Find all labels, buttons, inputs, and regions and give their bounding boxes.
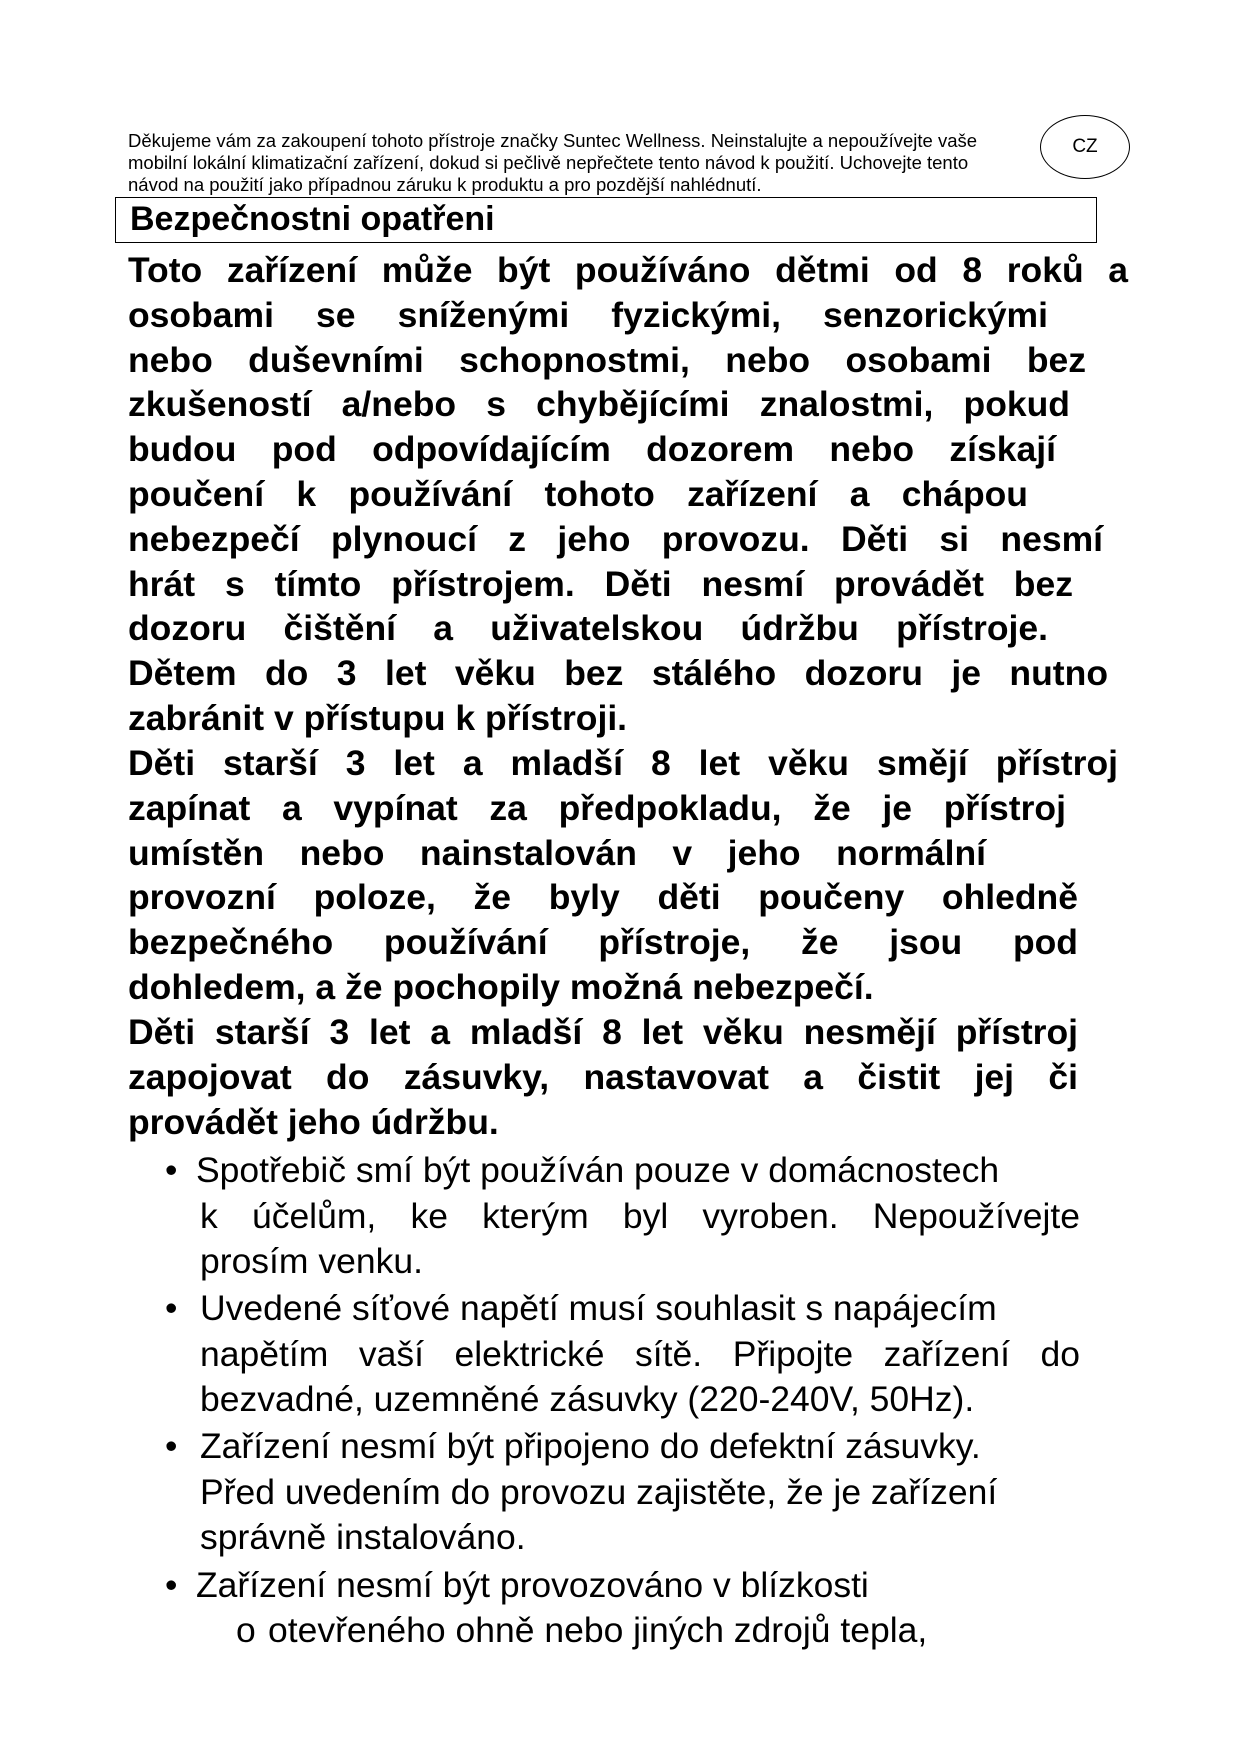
paragraph-line: Dětem do 3 let věku bez stálého dozoru je nutno <box>128 653 1108 694</box>
bullet-line: napětím vaší elektrické sítě. Připojte zařízení do <box>200 1333 1080 1374</box>
bullet-line: Zařízení nesmí být připojeno do defektní zásuvky. <box>200 1426 981 1466</box>
bullet-line: Zařízení nesmí být provozováno v blízkosti <box>196 1565 869 1605</box>
bullet-item <box>160 1286 1090 1423</box>
paragraph-line: Toto zařízení může být používáno dětmi od 8 roků a <box>128 250 1128 290</box>
intro-line: Děkujeme vám za zakoupení tohoto přístroje značky Suntec Wellness. Neinstalujte a nepoužívejte vaše <box>128 130 978 151</box>
paragraph-line: zapojovat do zásuvky, nastavovat a čistit jej či <box>128 1056 1078 1097</box>
sub-bullet-item <box>236 1608 927 1653</box>
section-title: Bezpečnostni opatřeni <box>130 200 495 238</box>
paragraph-line: osobami se sníženými fyzickými, senzorickými <box>128 294 1048 335</box>
paragraph-line: provozní poloze, že byly děti poučeny ohledně <box>128 877 1078 918</box>
bullet-dot-icon: • <box>165 1150 178 1190</box>
paragraph-line: provádět jeho údržbu. <box>128 1101 499 1142</box>
paragraph-line: bezpečného používání přístroje, že jsou pod <box>128 922 1078 963</box>
bullet-dot-icon: • <box>165 1288 178 1328</box>
safety-paragraph-children-operation <box>128 741 1128 1010</box>
intro-text <box>128 130 1048 196</box>
sub-bullet-circle-icon: o <box>236 1610 256 1650</box>
paragraph-line: zkušeností a/nebo s chybějícími znalostmi, pokud <box>128 384 1070 425</box>
bullet-line: Spotřebič smí být používán pouze v domácnostech <box>196 1150 1000 1190</box>
paragraph-line: Děti starší 3 let a mladší 8 let věku nesmějí přístroj <box>128 1012 1078 1052</box>
paragraph-line: umístěn nebo nainstalován v jeho normální <box>128 832 986 873</box>
language-badge: CZ <box>1040 115 1130 179</box>
paragraph-line: zapínat a vypínat za předpokladu, že je přístroj <box>128 787 1066 828</box>
sub-bullet-text: otevřeného ohně nebo jiných zdrojů tepla, <box>268 1610 928 1650</box>
bullet-line: Před uvedením do provozu zajistěte, že je zařízení <box>200 1471 998 1512</box>
bullet-item <box>160 1148 1090 1285</box>
safety-paragraph-children-supervision <box>128 248 1128 741</box>
bullet-line: prosím venku. <box>200 1241 423 1281</box>
paragraph-line: dohledem, a že pochopily možná nebezpečí. <box>128 966 874 1007</box>
bullet-item <box>160 1563 1090 1609</box>
paragraph-line: nebo duševními schopnostmi, nebo osobami bez <box>128 339 1086 380</box>
bullet-dot-icon: • <box>165 1426 178 1466</box>
intro-line: návod na použití jako případnou záruku k produktu a pro pozdější nahlédnutí. <box>128 174 762 195</box>
paragraph-line: budou pod odpovídajícím dozorem nebo získají <box>128 429 1056 470</box>
paragraph-line: poučení k používání tohoto zařízení a chápou <box>128 473 1028 514</box>
bullet-line: k účelům, ke kterým byl vyroben. Nepoužívejte <box>200 1195 1080 1236</box>
paragraph-line: nebezpečí plynoucí z jeho provozu. Děti si nesmí <box>128 518 1103 559</box>
paragraph-line: Děti starší 3 let a mladší 8 let věku smějí přístroj <box>128 743 1118 783</box>
safety-paragraph-children-prohibited <box>128 1010 1128 1144</box>
bullet-item <box>160 1424 1090 1561</box>
bullet-dot-icon: • <box>165 1565 178 1605</box>
bullet-line: správně instalováno. <box>200 1517 526 1557</box>
paragraph-line: zabránit v přístupu k přístroji. <box>128 697 628 738</box>
intro-line: mobilní lokální klimatizační zařízení, dokud si pečlivě nepřečtete tento návod k použití. Uchovejte tento <box>128 152 969 173</box>
bullet-line: Uvedené síťové napětí musí souhlasit s napájecím <box>200 1288 997 1328</box>
paragraph-line: hrát s tímto přístrojem. Děti nesmí provádět bez <box>128 563 1073 604</box>
section-heading-box <box>115 197 1097 243</box>
bullet-line: bezvadné, uzemněné zásuvky (220-240V, 50Hz). <box>200 1379 975 1419</box>
paragraph-line: dozoru čištění a uživatelskou údržbu přístroje. <box>128 608 1048 649</box>
